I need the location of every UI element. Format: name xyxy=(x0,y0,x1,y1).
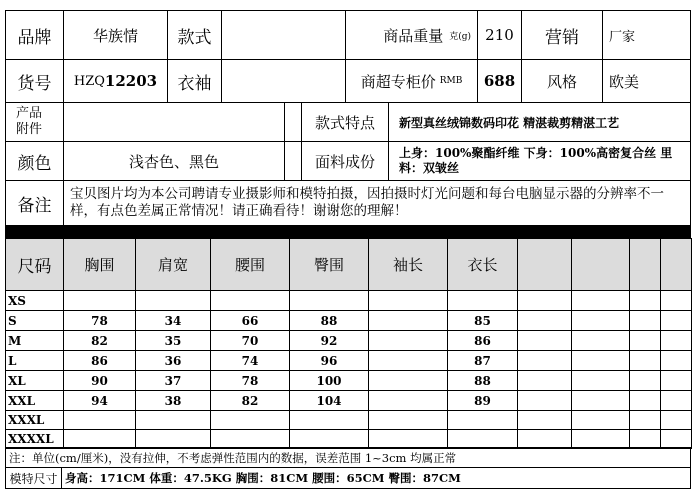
size-table-header xyxy=(517,238,572,291)
size-table-cell: 104 xyxy=(289,390,369,411)
weight-label: 商品重量 xyxy=(383,26,444,45)
size-table-cell: 74 xyxy=(210,350,290,371)
size-table-empty-cell xyxy=(660,330,692,351)
size-table-empty-cell xyxy=(629,330,661,351)
size-label: M xyxy=(5,330,64,351)
size-table-empty-cell xyxy=(629,410,661,430)
size-table-cell: 82 xyxy=(63,330,136,351)
size-table-empty-cell xyxy=(571,330,630,351)
size-table-cell xyxy=(447,429,518,449)
size-table-cell xyxy=(210,410,290,430)
fabric-value: 上身：100%聚酯纤维 下身：100%高密复合丝 里料：双皱丝 xyxy=(399,146,673,175)
feature-label: 款式特点 xyxy=(301,102,389,142)
color-label: 颜色 xyxy=(5,141,64,181)
size-table-cell: 35 xyxy=(135,330,211,351)
size-table-cell xyxy=(368,429,448,449)
size-table-cell: 78 xyxy=(63,310,136,331)
sku-number: 12203 xyxy=(104,72,158,90)
size-table-cell: 100 xyxy=(289,370,369,391)
size-table-empty-cell xyxy=(571,370,630,391)
size-table-cell: 87 xyxy=(447,350,518,371)
sales-value: 厂家 xyxy=(602,10,691,60)
size-table-empty-cell xyxy=(571,310,630,331)
footer-note: 注：单位(cm/厘米)，没有拉伸，不考虑弹性范围内的数据，误差范围 1~3cm 均属正常 xyxy=(5,447,691,468)
size-label: XXL xyxy=(5,390,64,411)
size-table-empty-cell xyxy=(571,290,630,311)
size-table-empty-cell xyxy=(660,390,692,411)
size-table-empty-cell xyxy=(660,310,692,331)
size-table-cell xyxy=(63,410,136,430)
size-table-cell xyxy=(447,290,518,311)
sku-label: 货号 xyxy=(5,59,64,103)
size-table-cell xyxy=(368,410,448,430)
accessory-label-cell xyxy=(5,102,64,142)
size-table-header: 胸围 xyxy=(63,238,136,291)
size-table-cell: 88 xyxy=(447,370,518,391)
size-table-cell: 90 xyxy=(63,370,136,391)
brand-label: 品牌 xyxy=(5,10,64,60)
sales-label: 营销 xyxy=(521,10,603,60)
size-table-cell xyxy=(368,350,448,371)
size-table-cell xyxy=(368,310,448,331)
size-table-empty-cell xyxy=(629,310,661,331)
size-label: L xyxy=(5,350,64,371)
price-label-cell xyxy=(345,59,478,103)
size-table-cell: 37 xyxy=(135,370,211,391)
price-unit: RMB xyxy=(439,76,463,86)
size-table-empty-cell xyxy=(571,350,630,371)
sku-value-cell xyxy=(63,59,168,103)
size-table-header xyxy=(629,238,661,291)
size-table-empty-cell xyxy=(517,330,572,351)
size-table-empty-cell xyxy=(571,390,630,411)
size-table-empty-cell xyxy=(660,290,692,311)
size-table-empty-cell xyxy=(517,310,572,331)
size-table-cell: 82 xyxy=(210,390,290,411)
size-table-cell: 89 xyxy=(447,390,518,411)
size-table-header: 袖长 xyxy=(368,238,448,291)
size-table-header xyxy=(660,238,692,291)
size-table-empty-cell xyxy=(517,290,572,311)
size-table-empty-cell xyxy=(517,370,572,391)
weight-unit: 克(g) xyxy=(449,31,471,42)
note-label: 备注 xyxy=(5,180,64,226)
size-table-cell xyxy=(289,410,369,430)
size-table-empty-cell xyxy=(517,390,572,411)
feature-value: 新型真丝绒锦数码印花 精湛裁剪精湛工艺 xyxy=(388,102,691,142)
size-table-header: 臀围 xyxy=(289,238,369,291)
size-table-cell xyxy=(368,370,448,391)
accessory-value xyxy=(63,102,285,142)
size-table-cell xyxy=(63,290,136,311)
price-label: 商超专柜价 xyxy=(360,72,436,91)
sleeve-value xyxy=(221,59,346,103)
size-table-empty-cell xyxy=(571,429,630,449)
size-table-cell xyxy=(447,410,518,430)
size-table-cell xyxy=(135,429,211,449)
sku-prefix: HZQ xyxy=(73,73,105,89)
size-table-empty-cell xyxy=(571,410,630,430)
size-label: XL xyxy=(5,370,64,391)
size-table-header: 尺码 xyxy=(5,238,64,291)
size-table-cell: 66 xyxy=(210,310,290,331)
size-table-cell xyxy=(368,290,448,311)
size-table-cell: 86 xyxy=(447,330,518,351)
size-table-header xyxy=(571,238,630,291)
size-table-cell xyxy=(210,290,290,311)
size-table-header: 腰围 xyxy=(210,238,290,291)
size-table-empty-cell xyxy=(629,350,661,371)
size-table-cell: 86 xyxy=(63,350,136,371)
size-table-empty-cell xyxy=(517,410,572,430)
size-table-cell xyxy=(63,429,136,449)
size-table-cell: 70 xyxy=(210,330,290,351)
size-table-cell: 96 xyxy=(289,350,369,371)
size-table-header: 肩宽 xyxy=(135,238,211,291)
note-value-cell xyxy=(63,180,691,226)
price-value: 688 xyxy=(477,59,522,103)
size-table-cell: 88 xyxy=(289,310,369,331)
size-table-cell xyxy=(289,290,369,311)
accessory-label: 产品附件 xyxy=(15,105,42,137)
weight-value: 210 xyxy=(477,10,522,60)
size-label: S xyxy=(5,310,64,331)
size-table-cell xyxy=(368,330,448,351)
size-table-cell xyxy=(289,429,369,449)
note-value: 宝贝图片均为本公司聘请专业摄影师和模特拍摄，因拍摄时灯光问题和每台电脑显示器的分辨率不一样，有点色差属正常情况！请正确看待！谢谢您的理解！ xyxy=(70,186,664,219)
style-label: 款式 xyxy=(167,10,222,60)
genre-label: 风格 xyxy=(521,59,603,103)
size-table-empty-cell xyxy=(629,429,661,449)
style-value xyxy=(221,10,346,60)
size-table-cell: 38 xyxy=(135,390,211,411)
size-label: XS xyxy=(5,290,64,311)
size-label: XXXXL xyxy=(5,429,64,449)
size-table-cell xyxy=(135,290,211,311)
size-table-empty-cell xyxy=(660,370,692,391)
divider-band xyxy=(5,226,691,238)
size-table-cell: 85 xyxy=(447,310,518,331)
genre-value: 欧美 xyxy=(602,59,691,103)
size-table-empty-cell xyxy=(517,429,572,449)
weight-label-cell xyxy=(345,10,478,60)
fabric-label: 面料成份 xyxy=(301,141,389,181)
size-table-cell: 34 xyxy=(135,310,211,331)
spacer-cell xyxy=(284,102,302,142)
sleeve-label: 衣袖 xyxy=(167,59,222,103)
size-label: XXXL xyxy=(5,410,64,430)
size-table-empty-cell xyxy=(629,390,661,411)
size-table-cell: 78 xyxy=(210,370,290,391)
size-table-empty-cell xyxy=(629,290,661,311)
spacer-cell xyxy=(284,141,302,181)
size-table-empty-cell xyxy=(629,370,661,391)
brand-value: 华族情 xyxy=(63,10,168,60)
size-table-empty-cell xyxy=(517,350,572,371)
model-value: 身高：171CM 体重：47.5KG 胸围：81CM 腰围：65CM 臀围：87CM xyxy=(61,467,691,489)
model-label: 模特尺寸 xyxy=(5,467,62,489)
size-table-cell: 36 xyxy=(135,350,211,371)
size-table-empty-cell xyxy=(660,429,692,449)
size-table-empty-cell xyxy=(660,410,692,430)
size-table-header: 衣长 xyxy=(447,238,518,291)
size-table-cell xyxy=(135,410,211,430)
size-table-cell xyxy=(368,390,448,411)
size-table-cell: 92 xyxy=(289,330,369,351)
fabric-value-cell xyxy=(388,141,691,181)
size-table-cell: 94 xyxy=(63,390,136,411)
color-value: 浅杏色、黑色 xyxy=(63,141,285,181)
size-table-empty-cell xyxy=(660,350,692,371)
size-table-cell xyxy=(210,429,290,449)
